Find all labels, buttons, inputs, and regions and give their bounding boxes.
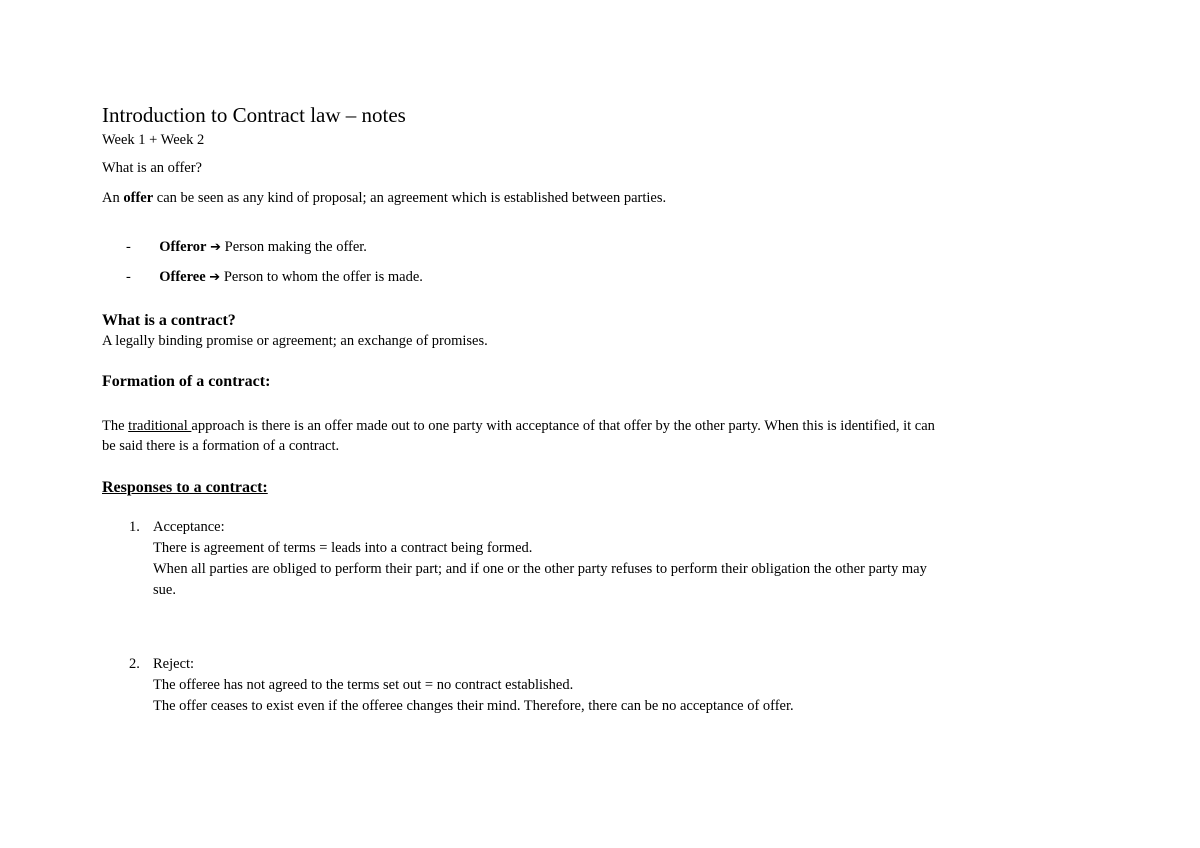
offer-definition: An offer can be seen as any kind of proposal; an agreement which is established between parties. — [102, 190, 667, 206]
offeror-term: Offeror — [159, 239, 207, 255]
responses-heading: Responses to a contract: — [102, 479, 268, 496]
response-line: sue. — [153, 582, 176, 598]
response-line: The offeree has not agreed to the terms set out = no contract established. — [153, 677, 574, 693]
response-line: When all parties are obliged to perform their part; and if one or the other party refuses to perform their obligation the other party may — [153, 561, 927, 577]
contract-question-heading: What is a contract? — [102, 312, 236, 329]
response-line: There is agreement of terms = leads into a contract being formed. — [153, 540, 533, 556]
response-reject — [153, 654, 794, 717]
list-item-offeror: - Offeror ➔ Person making the offer. — [126, 239, 367, 255]
response-acceptance — [153, 517, 927, 601]
offer-question: What is an offer? — [102, 160, 202, 176]
traditional-term: traditional — [128, 418, 192, 434]
offeree-term: Offeree — [159, 269, 206, 285]
offer-term: offer — [123, 190, 154, 206]
arrow-right-icon: ➔ — [210, 240, 222, 255]
document-title: Introduction to Contract law – notes — [102, 103, 406, 127]
formation-text-line2: be said there is a formation of a contract. — [102, 438, 340, 454]
response-line: The offer ceases to exist even if the offeree changes their mind. Therefore, there can be no acceptance of offer. — [153, 698, 794, 714]
formation-text-line1: The traditional approach is there is an offer made out to one party with acceptance of that offer by the other party. When this is identified, it can — [102, 418, 935, 434]
response-label: Acceptance: — [153, 519, 225, 535]
document-subtitle: Week 1 + Week 2 — [102, 132, 205, 148]
list-number: 2. — [129, 656, 140, 672]
formation-heading: Formation of a contract: — [102, 373, 271, 390]
response-label: Reject: — [153, 656, 195, 672]
arrow-right-icon: ➔ — [209, 270, 221, 285]
contract-definition: A legally binding promise or agreement; an exchange of promises. — [102, 333, 488, 349]
list-number: 1. — [129, 519, 140, 535]
list-item-offeree: - Offeree ➔ Person to whom the offer is made. — [126, 269, 423, 285]
